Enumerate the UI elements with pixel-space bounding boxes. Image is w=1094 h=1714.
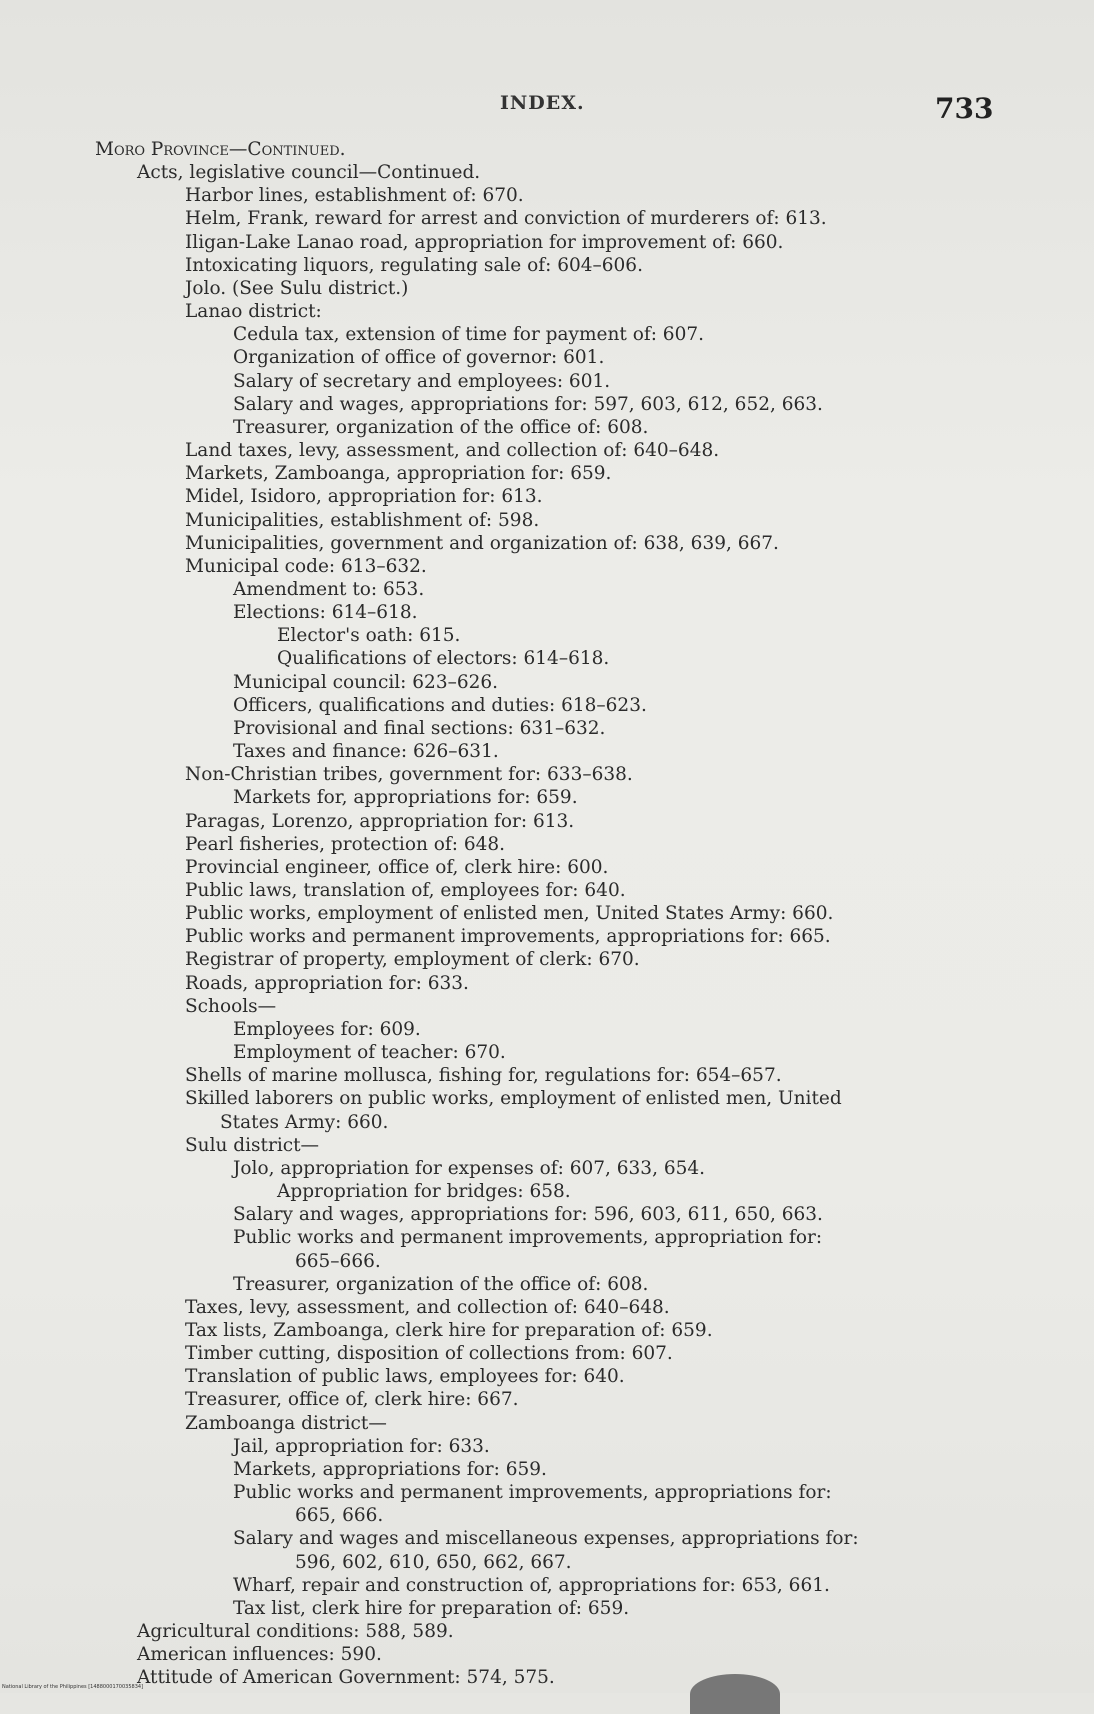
- index-entry: Municipal code: 613–632.: [185, 555, 427, 577]
- index-entry: Cedula tax, extension of time for payment of: 607.: [233, 324, 705, 346]
- index-entry: Treasurer, organization of the office of: 608.: [233, 416, 649, 438]
- index-entry: 665, 666.: [295, 1505, 384, 1527]
- index-entries: [95, 138, 995, 1689]
- index-entry: Shells of marine mollusca, fishing for, regulations for: 654–657.: [185, 1065, 782, 1087]
- index-entry: Translation of public laws, employees for: 640.: [185, 1366, 625, 1388]
- index-entry: Jail, appropriation for: 633.: [233, 1435, 490, 1457]
- index-entry: Zamboanga district—: [185, 1412, 387, 1434]
- index-entry: Municipalities, establishment of: 598.: [185, 509, 540, 531]
- index-entry: Sulu district—: [185, 1134, 320, 1156]
- index-entry: Treasurer, organization of the office of: 608.: [233, 1273, 649, 1295]
- index-entry: Provisional and final sections: 631–632.: [233, 717, 606, 739]
- index-entry: Paragas, Lorenzo, appropriation for: 613.: [185, 810, 575, 832]
- index-entry: Appropriation for bridges: 658.: [277, 1181, 571, 1203]
- index-entry: Agricultural conditions: 588, 589.: [137, 1621, 454, 1642]
- index-entry: Attitude of American Government: 574, 575.: [137, 1667, 555, 1689]
- index-entry: Pearl fisheries, protection of: 648.: [185, 833, 506, 855]
- index-entry: Markets for, appropriations for: 659.: [233, 787, 578, 809]
- index-entry: Public works and permanent improvements, appropriation for:: [233, 1227, 823, 1249]
- index-entry: Helm, Frank, reward for arrest and conviction of murderers of: 613.: [185, 208, 827, 230]
- index-entry: Public works and permanent improvements, appropriations for:: [233, 1482, 832, 1504]
- index-entry: Registrar of property, employment of clerk: 670.: [185, 949, 640, 971]
- index-entry: Non-Christian tribes, government for: 633–638.: [185, 764, 633, 786]
- index-entry: Employment of teacher: 670.: [233, 1042, 506, 1064]
- index-entry: Skilled laborers on public works, employment of enlisted men, United: [185, 1088, 842, 1110]
- index-entry: Amendment to: 653.: [233, 578, 425, 600]
- index-entry: Municipal council: 623–626.: [233, 671, 499, 693]
- index-entry: Jolo. (See Sulu district.): [185, 277, 409, 299]
- index-entry: Elector's oath: 615.: [277, 625, 461, 647]
- index-entry: Iligan-Lake Lanao road, appropriation for improvement of: 660.: [185, 231, 784, 253]
- index-entry: Intoxicating liquors, regulating sale of: 604–606.: [185, 254, 643, 276]
- index-entry: Salary of secretary and employees: 601.: [233, 370, 611, 392]
- index-entry: Officers, qualifications and duties: 618–623.: [233, 694, 647, 716]
- index-entry: American influences: 590.: [137, 1644, 382, 1666]
- index-entry: Timber cutting, disposition of collections from: 607.: [185, 1343, 673, 1365]
- index-entry: Public laws, translation of, employees for: 640.: [185, 880, 626, 901]
- index-entry: Municipalities, government and organization of: 638, 639, 667.: [185, 532, 779, 554]
- index-entry: Taxes and finance: 626–631.: [233, 741, 499, 763]
- index-entry: Tax lists, Zamboanga, clerk hire for preparation of: 659.: [185, 1319, 713, 1341]
- index-entry: Salary and wages and miscellaneous expenses, appropriations for:: [233, 1528, 859, 1550]
- index-entry: Lanao district:: [185, 301, 322, 323]
- index-entry: Jolo, appropriation for expenses of: 607, 633, 654.: [233, 1157, 706, 1179]
- index-entry: Midel, Isidoro, appropriation for: 613.: [185, 486, 543, 508]
- scan-artifact: [690, 1674, 780, 1714]
- index-entry: Markets, Zamboanga, appropriation for: 659.: [185, 463, 612, 485]
- index-entry: Elections: 614–618.: [233, 602, 418, 624]
- index-entry: Salary and wages, appropriations for: 597, 603, 612, 652, 663.: [233, 393, 823, 415]
- index-entry: Public works and permanent improvements, appropriations for: 665.: [185, 926, 831, 948]
- index-entry: Land taxes, levy, assessment, and collection of: 640–648.: [185, 440, 720, 462]
- index-entry: Acts, legislative council—Continued.: [137, 162, 481, 184]
- index-entry: Wharf, repair and construction of, appropriations for: 653, 661.: [233, 1574, 830, 1596]
- index-entry: Schools—: [185, 995, 277, 1017]
- index-entry: Organization of office of governor: 601.: [233, 347, 605, 369]
- index-entry: Harbor lines, establishment of: 670.: [185, 185, 524, 207]
- page-number: 733: [935, 92, 994, 125]
- index-entry: Provincial engineer, office of, clerk hire: 600.: [185, 856, 609, 878]
- archive-footer: National Library of the Philippines [1488000170035834]: [2, 1684, 144, 1690]
- index-entry: 596, 602, 610, 650, 662, 667.: [295, 1551, 572, 1573]
- index-entry: Taxes, levy, assessment, and collection of: 640–648.: [185, 1296, 670, 1318]
- index-entry: Employees for: 609.: [233, 1018, 421, 1040]
- running-head: INDEX.: [500, 92, 585, 114]
- index-entry: 665–666.: [295, 1250, 381, 1272]
- index-entry: Salary and wages, appropriations for: 596, 603, 611, 650, 663.: [233, 1204, 823, 1226]
- index-entry: Moro Province—Continued.: [95, 139, 346, 160]
- index-entry: States Army: 660.: [220, 1111, 389, 1133]
- index-entry: Qualifications of electors: 614–618.: [277, 648, 610, 670]
- index-entry: Tax list, clerk hire for preparation of: 659.: [233, 1597, 630, 1619]
- index-entry: Treasurer, office of, clerk hire: 667.: [185, 1389, 519, 1411]
- index-entry: Markets, appropriations for: 659.: [233, 1458, 547, 1480]
- index-entry: Roads, appropriation for: 633.: [185, 972, 469, 994]
- index-entry: Public works, employment of enlisted men, United States Army: 660.: [185, 903, 834, 925]
